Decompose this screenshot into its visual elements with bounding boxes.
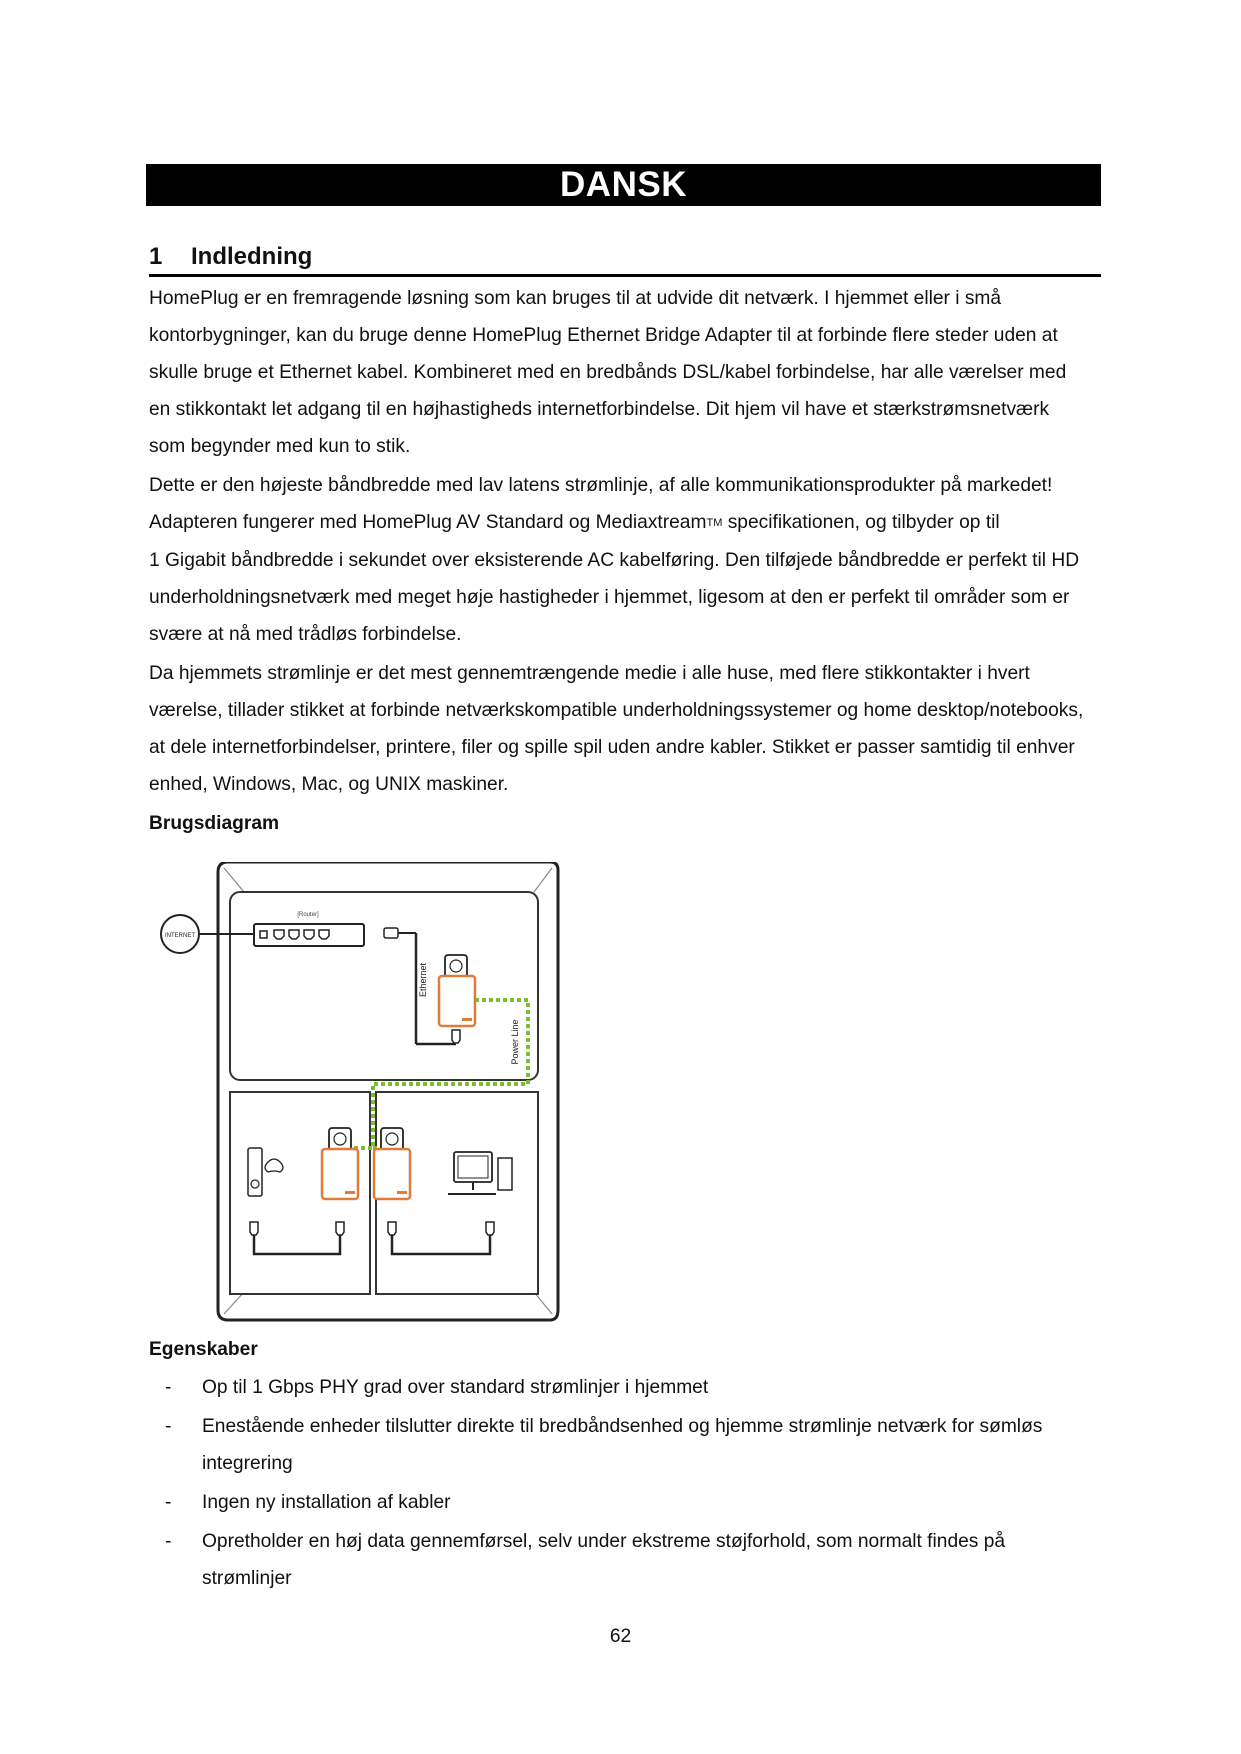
list-bullet: - bbox=[165, 1531, 172, 1552]
paragraph-bandwidth bbox=[149, 467, 1109, 653]
text-line: Adapteren fungerer med HomePlug AV Standard og Mediaxtream bbox=[149, 512, 707, 533]
text-line: Da hjemmets strømlinje er det mest gennemtrængende medie i alle huse, med flere stikkontakter i hvert bbox=[149, 663, 1030, 684]
adapter-led bbox=[462, 1018, 472, 1021]
ethernet-plug-icon bbox=[452, 1030, 460, 1043]
body-text bbox=[149, 280, 1109, 844]
ethernet-plug-icon bbox=[384, 928, 398, 938]
text-line: som begynder med kun to stik. bbox=[149, 436, 411, 457]
text-line: en stikkontakt let adgang til en højhastigheds internetforbindelse. Dit hjem vil have et stærkstrømsnetværk bbox=[149, 399, 1050, 420]
features-list bbox=[149, 1369, 1109, 1599]
text-line: værelse, tillader stikket at forbinde netværkskompatible underholdningssystemer og home desktop/notebooks, bbox=[149, 700, 1084, 721]
game-console-icon bbox=[248, 1148, 262, 1196]
pc-tower-icon bbox=[498, 1158, 512, 1190]
text-line: skulle bruge et Ethernet kabel. Kombineret med en bredbånds DSL/kabel forbindelse, har alle værelser med bbox=[149, 362, 1067, 383]
text-line: HomePlug er en fremragende løsning som kan bruges til at udvide dit netværk. I hjemmet eller i små bbox=[149, 288, 1002, 309]
text-line: at dele internetforbindelser, printere, filer og spille spil uden andre kabler. Stikket er passer samtidig til enhver bbox=[149, 737, 1075, 758]
section-heading bbox=[149, 240, 1101, 277]
list-bullet: - bbox=[165, 1492, 172, 1513]
feature-item bbox=[149, 1408, 1109, 1482]
outlet-icon bbox=[445, 955, 467, 977]
feature-item bbox=[149, 1523, 1109, 1597]
paragraph-intro bbox=[149, 280, 1109, 465]
trademark-mark: TM bbox=[706, 517, 723, 529]
features-title: Egenskaber bbox=[149, 1339, 258, 1360]
diagram-title: Brugsdiagram bbox=[149, 813, 280, 834]
router-label: [Router] bbox=[297, 912, 319, 918]
list-bullet: - bbox=[165, 1416, 172, 1437]
section-title: Indledning bbox=[191, 243, 313, 270]
text-line: Dette er den højeste båndbredde med lav latens strømlinje, af alle kommunikationsprodukter på markedet! bbox=[149, 475, 1053, 496]
language-banner: DANSK bbox=[146, 164, 1101, 206]
ethernet-plug-icon bbox=[336, 1222, 344, 1235]
usage-diagram bbox=[158, 862, 560, 1322]
ethernet-plug-icon bbox=[388, 1222, 396, 1235]
outlet-icon bbox=[381, 1128, 403, 1150]
adapter-led bbox=[345, 1191, 355, 1194]
section-number: 1 bbox=[149, 243, 163, 270]
powerline-label: Power Line bbox=[510, 1019, 520, 1065]
ethernet-label: Ethernet bbox=[418, 962, 428, 998]
feature-text: Op til 1 Gbps PHY grad over standard strømlinjer i hjemmet bbox=[202, 1377, 709, 1398]
text-line: specifikationen, og tilbyder op til bbox=[722, 512, 1000, 533]
feature-item bbox=[149, 1369, 1109, 1406]
feature-text: integrering bbox=[202, 1453, 293, 1474]
internet-label: INTERNET bbox=[165, 933, 195, 939]
feature-item bbox=[149, 1484, 1109, 1521]
ethernet-plug-icon bbox=[250, 1222, 258, 1235]
text-line: svære at nå med trådløs forbindelse. bbox=[149, 624, 462, 645]
paragraph-powerline bbox=[149, 655, 1109, 803]
adapter-led bbox=[397, 1191, 407, 1194]
outlet-icon bbox=[329, 1128, 351, 1150]
feature-text: strømlinjer bbox=[202, 1568, 292, 1589]
router bbox=[254, 924, 364, 946]
ethernet-plug-icon bbox=[486, 1222, 494, 1235]
feature-text: Enestående enheder tilslutter direkte til bredbåndsenhed og hjemme strømlinje netværk for sømløs bbox=[202, 1416, 1043, 1437]
feature-text: Opretholder en høj data gennemførsel, selv under ekstreme støjforhold, som normalt findes på bbox=[202, 1531, 1006, 1552]
text-line: enhed, Windows, Mac, og UNIX maskiner. bbox=[149, 774, 509, 795]
list-bullet: - bbox=[165, 1377, 172, 1398]
room-top bbox=[230, 892, 538, 1080]
text-line: 1 Gigabit båndbredde i sekundet over eksisterende AC kabelføring. Den tilføjede båndbredde er perfekt til HD bbox=[149, 550, 1080, 571]
page-number: 62 bbox=[609, 1626, 632, 1647]
text-line: underholdningsnetværk med meget høje hastigheder i hjemmet, ligesom at den er perfekt til områder som er bbox=[149, 587, 1070, 608]
text-line: kontorbygninger, kan du bruge denne HomePlug Ethernet Bridge Adapter til at forbinde flere steder uden at bbox=[149, 325, 1058, 346]
feature-text: Ingen ny installation af kabler bbox=[202, 1492, 451, 1513]
